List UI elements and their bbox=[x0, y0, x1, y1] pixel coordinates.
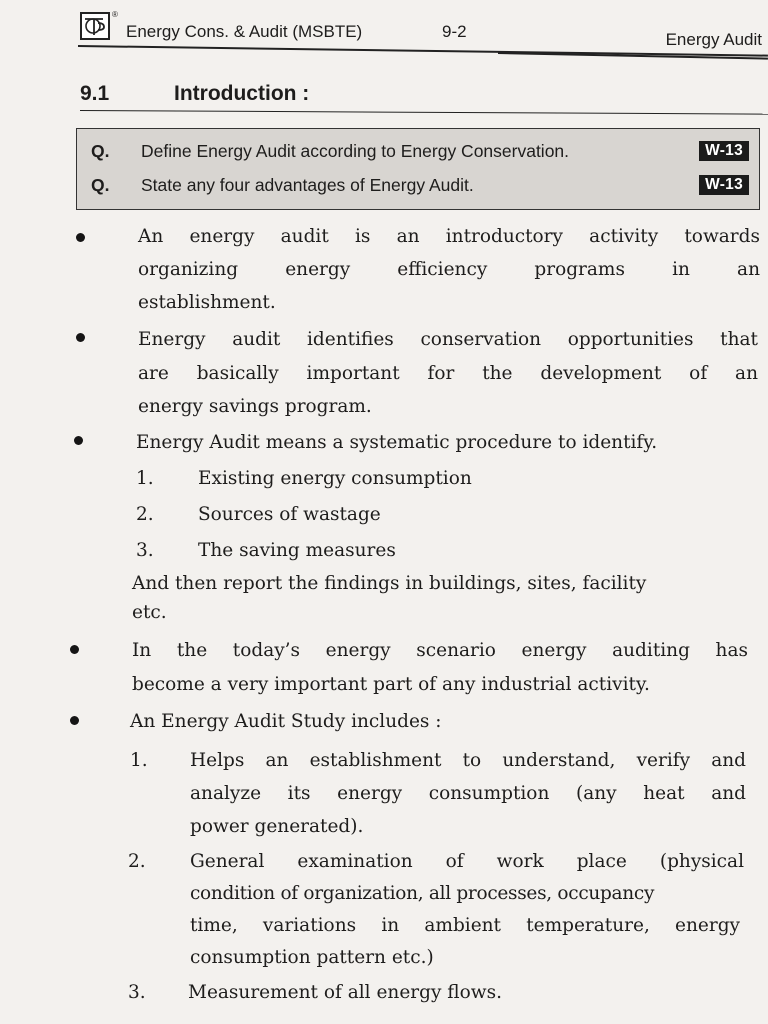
paragraph-line: An energy audit is an introductory activity towards bbox=[138, 226, 760, 247]
list-item-line: Measurement of all energy flows. bbox=[188, 982, 502, 1003]
publisher-logo bbox=[80, 12, 110, 40]
bullet-icon bbox=[76, 333, 85, 342]
bullet-icon bbox=[76, 233, 85, 242]
publisher-logo-icon bbox=[82, 14, 108, 38]
question-text: State any four advantages of Energy Audit. bbox=[141, 175, 474, 195]
section-title: Introduction : bbox=[174, 82, 310, 105]
list-item: The saving measures bbox=[198, 540, 396, 561]
bullet-icon bbox=[74, 436, 83, 445]
list-item-line: time, variations in ambient temperature, energy bbox=[190, 915, 740, 936]
list-item-line: power generated). bbox=[190, 816, 364, 837]
list-number: 2. bbox=[136, 504, 154, 525]
paragraph-line: And then report the findings in buildings, sites, facility bbox=[132, 573, 647, 594]
exam-question bbox=[77, 175, 759, 205]
exam-question-box bbox=[76, 128, 760, 210]
list-number: 3. bbox=[136, 540, 154, 561]
list-number: 3. bbox=[128, 982, 146, 1003]
question-label: Q. bbox=[91, 141, 110, 161]
list-number: 2. bbox=[128, 851, 146, 872]
list-item: Existing energy consumption bbox=[198, 468, 472, 489]
chapter-name: Energy Audit bbox=[665, 30, 762, 49]
question-label: Q. bbox=[91, 175, 110, 195]
list-item-line: consumption pattern etc.) bbox=[190, 947, 434, 968]
paragraph-line: are basically important for the development of an bbox=[138, 363, 758, 384]
list-item-line: General examination of work place (physical bbox=[190, 851, 744, 872]
bullet-icon bbox=[70, 645, 79, 654]
list-item-line: analyze its energy consumption (any heat and bbox=[190, 783, 746, 804]
paragraph-line: In the today’s energy scenario energy auditing has bbox=[132, 640, 748, 661]
section-number: 9.1 bbox=[80, 82, 110, 105]
registered-mark: ® bbox=[112, 10, 118, 19]
list-item: Sources of wastage bbox=[198, 504, 381, 525]
paragraph-line: An Energy Audit Study includes : bbox=[130, 711, 442, 732]
paragraph-line: etc. bbox=[132, 602, 167, 623]
paragraph-line: organizing energy efficiency programs in an bbox=[138, 259, 760, 280]
running-header bbox=[78, 10, 768, 60]
paragraph-line: establishment. bbox=[138, 292, 276, 313]
bullet-icon bbox=[70, 716, 79, 725]
list-item-line: condition of organization, all processes, occupancy bbox=[190, 883, 655, 904]
paragraph-line: Energy Audit means a systematic procedure to identify. bbox=[136, 432, 658, 453]
page-number: 9-2 bbox=[442, 22, 467, 41]
exam-question bbox=[77, 141, 759, 171]
list-number: 1. bbox=[136, 468, 154, 489]
list-number: 1. bbox=[130, 750, 148, 771]
list-item-line: Helps an establishment to understand, verify and bbox=[190, 750, 746, 771]
section-rule bbox=[80, 110, 768, 115]
paragraph-line: Energy audit identifies conservation opportunities that bbox=[138, 329, 758, 350]
exam-tag-badge: W-13 bbox=[699, 141, 749, 161]
exam-tag-badge: W-13 bbox=[699, 175, 749, 195]
book-title: Energy Cons. & Audit (MSBTE) bbox=[126, 22, 363, 41]
paragraph-line: become a very important part of any industrial activity. bbox=[132, 674, 650, 695]
paragraph-line: energy savings program. bbox=[138, 396, 372, 417]
section-heading bbox=[80, 80, 768, 114]
question-text: Define Energy Audit according to Energy Conservation. bbox=[141, 141, 570, 161]
